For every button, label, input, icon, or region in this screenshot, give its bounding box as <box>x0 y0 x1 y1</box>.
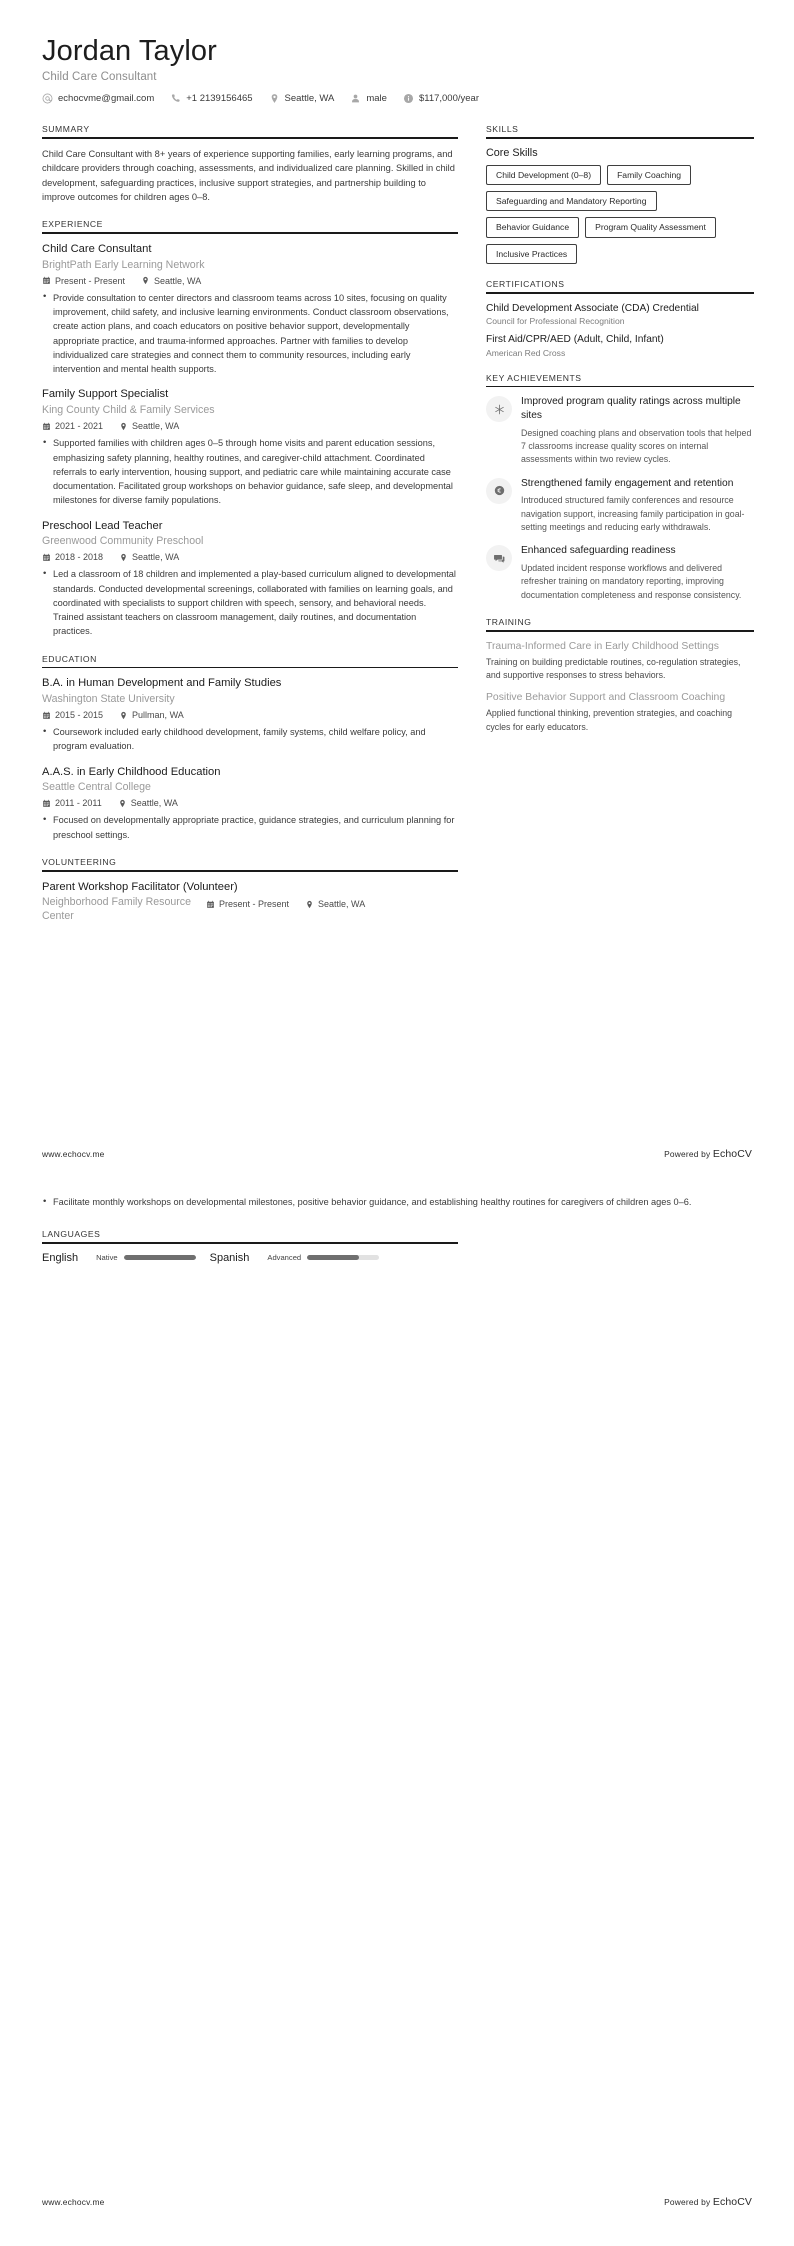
education-degree: B.A. in Human Development and Family Studies <box>42 677 282 690</box>
info-circle-icon <box>403 93 414 104</box>
entry-location <box>118 798 178 808</box>
contact-item[interactable] <box>170 93 252 104</box>
section-volunteering <box>42 857 458 924</box>
entry-location-value: Seattle, WA <box>154 275 202 286</box>
entry-bullets <box>42 567 458 638</box>
calendar-icon <box>42 422 51 431</box>
entry-location <box>119 552 179 562</box>
location-pin-icon <box>119 711 128 720</box>
skill-chip-list <box>486 165 754 264</box>
footer-brand <box>664 1148 752 1160</box>
training-description: Training on building predictable routines, co-regulation strategies, and supportive responses to stress behaviors. <box>486 656 741 680</box>
location-pin-icon <box>118 799 127 808</box>
section-heading-skills: SKILLS <box>486 124 519 135</box>
location-pin-icon <box>141 276 150 285</box>
achievement-body <box>521 477 754 535</box>
achievement-body <box>521 395 754 466</box>
training-item <box>486 640 754 683</box>
entry-inline-row <box>42 894 458 924</box>
achievement-title: Strengthened family engagement and retention <box>521 477 734 489</box>
candidate-role: Child Care Consultant <box>42 71 157 84</box>
bullet-item: • Focused on developmentally appropriate practice, guidance strategies, and curriculum planning for preschool settings. <box>42 813 458 842</box>
bullet-item: • Provide consultation to center directors and classroom teams across 10 sites, focusing on quality improvement, child safety, and inclusive learning environments. Conduct classroom observations, create action plans, and coach educators on positive behavior support, developmentally appropriate practice, and trauma-informed approaches. Partner with families to develop individualized care strategies and connect them to community resources, including early intervention and mental health supports. <box>42 291 458 377</box>
education-degree: A.A.S. in Early Childhood Education <box>42 765 221 778</box>
location-pin-icon <box>119 422 128 431</box>
chat-bubbles-icon <box>486 545 512 571</box>
entry-organization: King County Child & Family Services <box>42 403 215 416</box>
entry-location-value: Seattle, WA <box>132 421 180 432</box>
entry-organization: Neighborhood Family Resource Center <box>42 896 191 923</box>
section-languages <box>42 1229 458 1264</box>
page-footer <box>42 2196 752 2208</box>
resume-columns <box>0 104 794 938</box>
training-name: Trauma-Informed Care in Early Childhood Settings <box>486 640 719 652</box>
section-education <box>42 654 458 842</box>
certification-list <box>486 302 754 358</box>
section-heading-achievements: KEY ACHIEVEMENTS <box>486 372 582 383</box>
entry-dates-value: Present - Present <box>219 899 290 910</box>
entry-organization: BrightPath Early Learning Network <box>42 258 205 271</box>
entry-dates-value: 2021 - 2021 <box>55 421 104 432</box>
contact-row <box>42 93 752 104</box>
section-divider <box>42 667 458 669</box>
contact-item[interactable] <box>350 93 387 104</box>
resume-header <box>0 0 794 104</box>
entry-dates-value: Present - Present <box>55 275 126 286</box>
section-heading-certifications: CERTIFICATIONS <box>486 279 565 290</box>
entry-dates <box>42 421 103 431</box>
section-divider <box>42 232 458 234</box>
achievement-item <box>486 395 754 466</box>
entry-title: Parent Workshop Facilitator (Volunteer) <box>42 880 238 893</box>
certification-issuer: American Red Cross <box>486 347 566 358</box>
entry-dates-value: 2015 - 2015 <box>55 710 104 721</box>
section-skills <box>486 124 754 264</box>
language-proficiency-bar <box>124 1255 196 1260</box>
training-description: Applied functional thinking, prevention strategies, and coaching cycles for early educators. <box>486 708 732 732</box>
skill-chip[interactable]: Inclusive Practices <box>486 244 577 264</box>
entry-location-value: Seattle, WA <box>132 552 180 563</box>
entry-location <box>305 899 365 909</box>
email-icon <box>42 93 53 104</box>
entry-bullets <box>42 725 458 754</box>
education-entry <box>42 765 458 842</box>
entry-title: Child Care Consultant <box>42 243 152 256</box>
experience-entry <box>42 242 458 376</box>
entry-dates-value: 2018 - 2018 <box>55 552 104 563</box>
language-name: English <box>42 1251 79 1264</box>
certification-name: First Aid/CPR/AED (Adult, Child, Infant) <box>486 334 664 346</box>
volunteering-list <box>42 880 458 924</box>
candidate-name: Jordan Taylor <box>42 35 217 67</box>
certification-issuer: Council for Professional Recognition <box>486 316 625 327</box>
language-item <box>210 1252 380 1264</box>
footer-brand-name: EchoCV <box>712 1148 752 1160</box>
skill-chip[interactable]: Family Coaching <box>607 165 691 185</box>
calendar-icon <box>42 799 51 808</box>
right-column <box>486 124 754 749</box>
location-pin-icon <box>269 93 280 104</box>
contact-value: echocvme@gmail.com <box>58 93 155 105</box>
entry-title: Family Support Specialist <box>42 388 169 401</box>
section-divider <box>486 630 754 632</box>
education-school: Seattle Central College <box>42 781 151 794</box>
entry-meta <box>42 276 458 286</box>
certification-item <box>486 302 754 326</box>
section-training <box>486 617 754 734</box>
section-summary <box>42 124 458 204</box>
entry-location-value: Seattle, WA <box>318 899 366 910</box>
section-achievements <box>486 373 754 603</box>
section-heading-experience: EXPERIENCE <box>42 219 103 230</box>
calendar-icon <box>206 900 215 909</box>
volunteering-bullets-continued <box>42 1195 752 1209</box>
bullet-item: • Supported families with children ages 0–5 through home visits and parent education sessions, emphasizing safety planning, healthy routines, and caregiver-child attachment. Coordinated referrals to early intervention, housing support, and pediatric care while maintaining accurate case documentation. Facilitated group workshops on behavior guidance, safe sleep, and developmental milestones for diverse family populations. <box>42 436 458 507</box>
entry-bullets <box>42 813 458 842</box>
section-heading-languages: LANGUAGES <box>42 1229 101 1240</box>
training-name: Positive Behavior Support and Classroom Coaching <box>486 692 726 704</box>
achievement-item <box>486 477 754 535</box>
phone-icon <box>170 93 181 104</box>
location-pin-icon <box>305 900 314 909</box>
entry-dates <box>42 276 125 286</box>
section-divider <box>42 870 458 872</box>
entry-title: Preschool Lead Teacher <box>42 519 163 532</box>
certification-item <box>486 333 754 357</box>
training-item <box>486 691 754 734</box>
volunteering-entry <box>42 880 458 924</box>
footer-brand-prefix: Powered by <box>664 1149 713 1159</box>
entry-bullets <box>42 436 458 507</box>
entry-meta <box>42 421 458 431</box>
entry-meta <box>206 899 381 909</box>
skills-group-label: Core Skills <box>486 146 538 159</box>
contact-value: Seattle, WA <box>284 93 335 105</box>
training-list <box>486 640 754 734</box>
section-experience <box>42 219 458 638</box>
language-level: Native <box>96 1253 118 1263</box>
bullet-item: • Facilitate monthly workshops on developmental milestones, positive behavior guidance, and establishing healthy routines for caregivers of children ages 0–6. <box>42 1195 752 1209</box>
contact-item[interactable] <box>269 93 335 104</box>
section-heading-education: EDUCATION <box>42 653 97 664</box>
language-item <box>42 1252 196 1264</box>
education-school: Washington State University <box>42 692 175 705</box>
calendar-icon <box>42 276 51 285</box>
sparkle-icon <box>486 396 512 422</box>
section-divider <box>486 386 754 388</box>
language-proficiency-fill <box>307 1255 359 1260</box>
footer-brand-name: EchoCV <box>712 2196 752 2208</box>
education-list <box>42 676 458 842</box>
calendar-icon <box>42 711 51 720</box>
section-heading-summary: SUMMARY <box>42 124 90 135</box>
footer-url[interactable]: www.echocv.me <box>42 1149 105 1159</box>
entry-meta <box>42 552 458 562</box>
contact-item[interactable] <box>403 93 479 104</box>
bullet-item: • Coursework included early childhood development, family systems, child welfare policy, and program evaluation. <box>42 725 458 754</box>
contact-value: $117,000/year <box>418 93 479 105</box>
entry-dates <box>42 552 103 562</box>
achievement-title: Enhanced safeguarding readiness <box>521 545 676 557</box>
bullet-item: • Led a classroom of 18 children and implemented a play-based curriculum aligned to developmental standards. Conducted developmental screenings, collaborated with families on learning goals, and coordinated with specialists to support children with speech, sensory, and behavioral needs. Trained assistant teachers on classroom management, daily routines, and documentation practices. <box>42 567 458 638</box>
entry-dates-value: 2011 - 2011 <box>55 798 102 809</box>
language-proficiency-bar <box>307 1255 379 1260</box>
language-list <box>42 1252 458 1264</box>
achievement-title: Improved program quality ratings across multiple sites <box>521 396 741 421</box>
achievement-list <box>486 395 754 602</box>
entry-meta <box>42 710 458 720</box>
footer-brand <box>664 2196 752 2208</box>
contact-value: +1 2139156465 <box>186 93 253 105</box>
entry-dates <box>42 710 103 720</box>
skill-chip[interactable]: Safeguarding and Mandatory Reporting <box>486 191 657 211</box>
education-entry <box>42 676 458 753</box>
entry-location <box>119 421 179 431</box>
section-divider <box>486 137 754 139</box>
page-footer <box>42 1148 752 1160</box>
entry-location-value: Pullman, WA <box>132 710 184 721</box>
entry-meta <box>42 798 458 808</box>
section-heading-volunteering: VOLUNTEERING <box>42 856 117 867</box>
entry-location-value: Seattle, WA <box>130 798 178 809</box>
achievement-description: Introduced structured family conferences and resource navigation support, increasing family participation in goal-setting meetings and reducing early withdrawals. <box>521 495 745 532</box>
page-two-content <box>42 1190 752 1279</box>
contact-value: male <box>366 93 387 105</box>
footer-url[interactable]: www.echocv.me <box>42 2197 105 2207</box>
location-pin-icon <box>119 553 128 562</box>
section-divider <box>42 137 458 139</box>
contact-item[interactable] <box>42 93 154 104</box>
person-icon <box>350 93 361 104</box>
entry-dates <box>206 899 289 909</box>
section-certifications <box>486 279 754 358</box>
calendar-icon <box>42 553 51 562</box>
entry-location <box>119 710 184 720</box>
language-name: Spanish <box>209 1251 250 1264</box>
achievement-description: Designed coaching plans and observation tools that helped 7 classrooms increase quality scores on internal assessments within two review cycles. <box>521 427 752 465</box>
entry-location <box>141 276 201 286</box>
entry-dates <box>42 798 102 808</box>
entry-bullets <box>42 291 458 377</box>
achievement-description: Updated incident response workflows and delivered refresher training on mandatory reporting, improving documentation completeness and response consistency. <box>521 563 742 600</box>
footer-brand-prefix: Powered by <box>664 2197 713 2207</box>
euro-circle-icon <box>486 478 512 504</box>
achievement-item <box>486 544 754 602</box>
section-divider <box>42 1242 458 1244</box>
language-proficiency-fill <box>124 1255 196 1260</box>
skill-chip[interactable]: Child Development (0–8) <box>486 165 601 185</box>
skill-chip[interactable]: Behavior Guidance <box>486 217 579 237</box>
summary-text: Child Care Consultant with 8+ years of experience supporting families, early learning programs, and childcare providers through coaching, assessments, and individualized care planning. Skilled in child development, safeguarding practices, inclusive support strategies, and partnership building to improve outcomes for children ages 0–8. <box>42 148 455 203</box>
experience-list <box>42 242 458 639</box>
entry-organization: Greenwood Community Preschool <box>42 535 204 548</box>
language-level: Advanced <box>267 1253 302 1263</box>
achievement-body <box>521 544 754 602</box>
certification-name: Child Development Associate (CDA) Credential <box>486 302 699 314</box>
skill-chip[interactable]: Program Quality Assessment <box>585 217 716 237</box>
left-column <box>42 124 458 938</box>
experience-entry <box>42 387 458 507</box>
section-heading-training: TRAINING <box>486 617 532 628</box>
section-divider <box>486 292 754 294</box>
experience-entry <box>42 519 458 639</box>
